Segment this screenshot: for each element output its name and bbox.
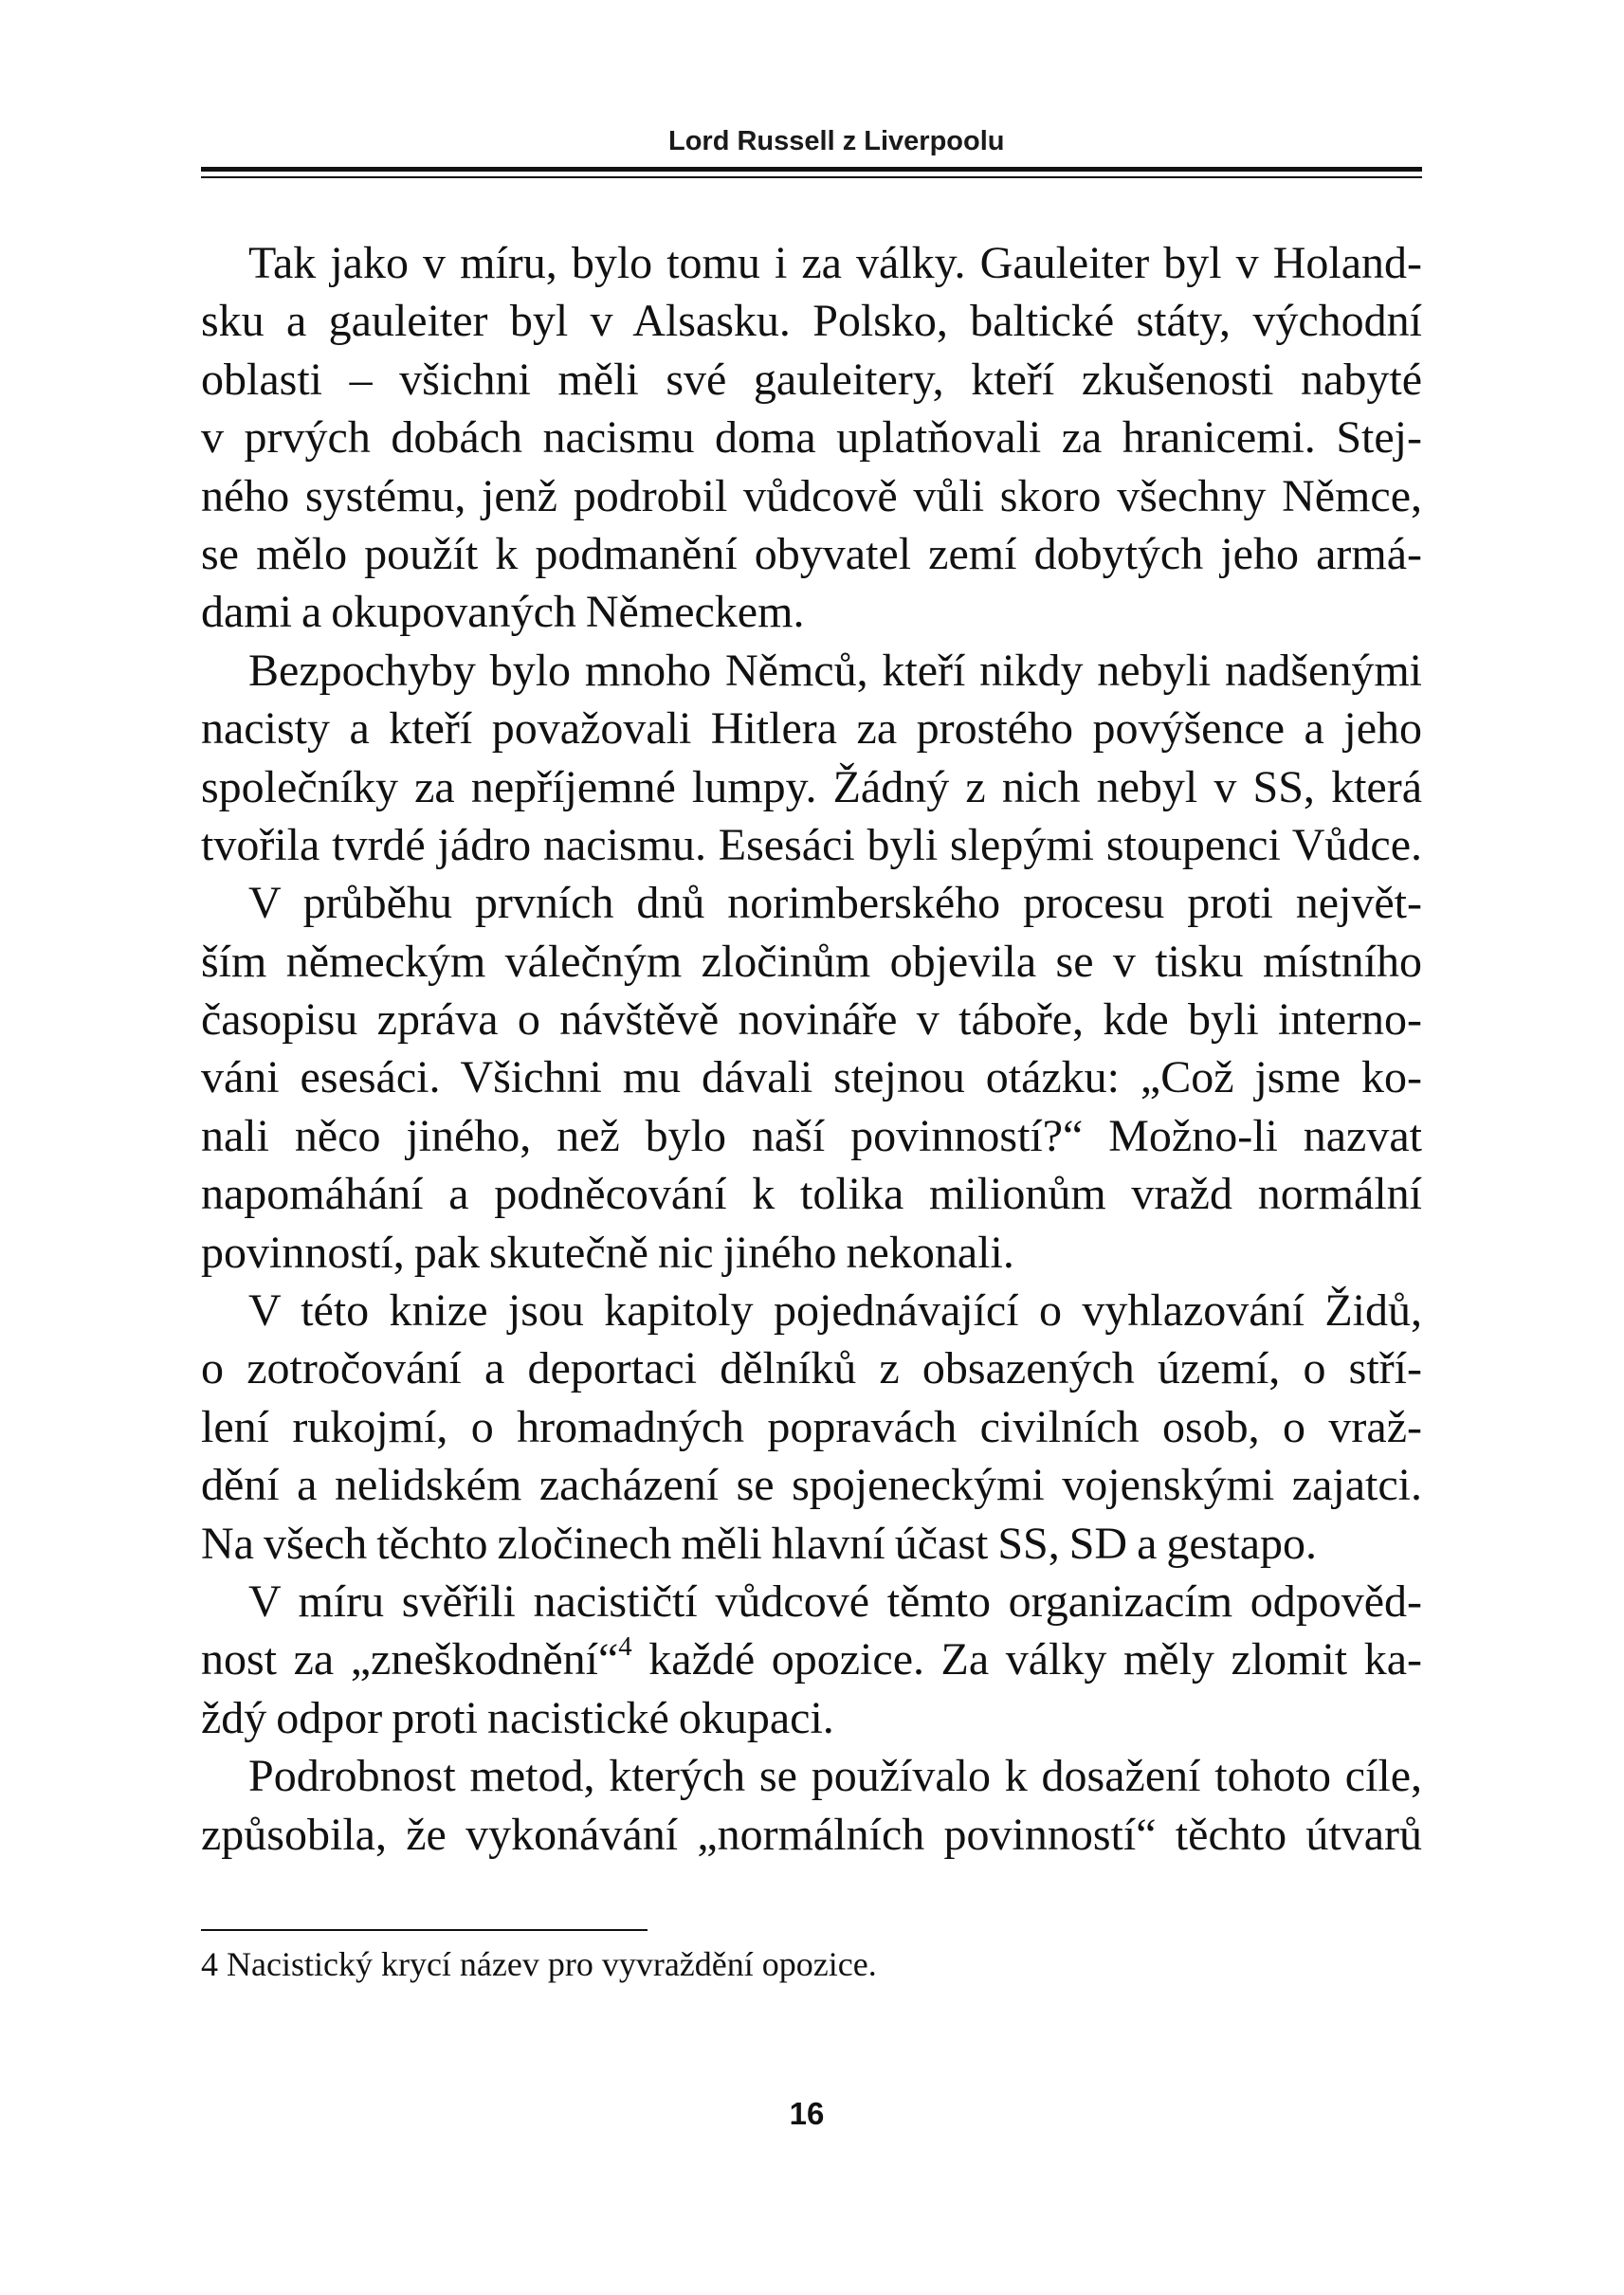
text-line: nali něco jiného, než bylo naší povinností?“ Možno-li nazvat (201, 1110, 1422, 1161)
text-line: ždý odpor proti nacistické okupaci. (201, 1692, 834, 1743)
text-line: lení rukojmí, o hromadných popravách civilních osob, o vraž- (201, 1401, 1422, 1452)
text-line: dami a okupovaných Německem. (201, 587, 805, 638)
footnote (201, 1943, 1422, 1985)
text-line: V této knize jsou kapitoly pojednávající o vyhlazování Židů, (248, 1285, 1422, 1337)
text-line-with-footnote-ref (201, 1630, 1422, 1688)
text-line: oblasti – všichni měli své gauleitery, kteří zkušenosti nabyté (201, 354, 1422, 405)
running-title: Lord Russell z Liverpoolu (668, 126, 1005, 156)
text-line: způsobila, že vykonávání „normálních povinností“ těchto útvarů (201, 1809, 1422, 1860)
paragraph (201, 1573, 1422, 1747)
text-line: tvořila tvrdé jádro nacismu. Esesáci byli slepými stoupenci Vůdce. (201, 819, 1422, 870)
paragraph (201, 1282, 1422, 1573)
text-line: Tak jako v míru, bylo tomu i za války. Gauleiter byl v Holand- (248, 238, 1422, 288)
header-rule-thin (201, 176, 1422, 178)
text-line: ného systému, jenž podrobil vůdcově vůli skoro všechny Němce, (201, 470, 1422, 521)
text-segment: každé opozice. Za války měly zlomit ka- (631, 1634, 1422, 1685)
text-line: sku a gauleiter byl v Alsasku. Polsko, baltické státy, východní (201, 296, 1422, 347)
text-line: V míru svěřili nacističtí vůdcové těmto organizacím odpověd- (248, 1576, 1422, 1627)
text-line: váni esesáci. Všichni mu dávali stejnou otázku: „Což jsme ko- (201, 1052, 1422, 1103)
footnote-separator (201, 1929, 648, 1931)
text-line: povinností, pak skutečně nic jiného nekonali. (201, 1227, 1014, 1278)
text-line: v prvých dobách nacismu doma uplatňovali za hranicemi. Stej- (201, 412, 1422, 464)
header-rule-thick (201, 167, 1422, 172)
text-line: se mělo použít k podmanění obyvatel zemí dobytých jeho armá- (201, 528, 1422, 579)
footnote-text: Nacistický krycí název pro vyvraždění opozice. (227, 1945, 877, 1983)
text-line: ším německým válečným zločinům objevila se v tisku místního (201, 936, 1422, 987)
footnote-reference: 4 (618, 1630, 632, 1662)
page-number: 16 (789, 2096, 825, 2131)
text-line: o zotročování a deportaci dělníků z obsazených území, o stří- (201, 1343, 1422, 1394)
text-line: V průběhu prvních dnů norimberského procesu proti největ- (248, 878, 1422, 929)
paragraph (201, 642, 1422, 875)
text-line: Na všech těchto zločinech měli hlavní účast SS, SD a gestapo. (201, 1518, 1318, 1569)
text-segment: nost za „zneškodnění“ (201, 1634, 619, 1685)
footnote-number: 4 (201, 1945, 218, 1983)
paragraph (201, 874, 1422, 1282)
text-line: napomáhání a podněcování k tolika milionům vražd normální (201, 1169, 1422, 1220)
paragraph (201, 234, 1422, 642)
text-line: nacisty a kteří považovali Hitlera za prostého povýšence a jeho (201, 703, 1422, 755)
text-line: dění a nelidském zacházení se spojeneckými vojenskými zajatci. (201, 1460, 1422, 1511)
text-line: Podrobnost metod, kterých se používalo k dosažení tohoto cíle, (248, 1751, 1422, 1802)
text-line: Bezpochyby bylo mnoho Němců, kteří nikdy nebyli nadšenými (248, 645, 1422, 696)
text-line: časopisu zpráva o návštěvě novináře v táboře, kde byli interno- (201, 994, 1422, 1046)
paragraph (201, 1747, 1422, 1864)
text-line: společníky za nepříjemné lumpy. Žádný z nich nebyl v SS, která (201, 761, 1422, 812)
body-text (201, 234, 1422, 1864)
